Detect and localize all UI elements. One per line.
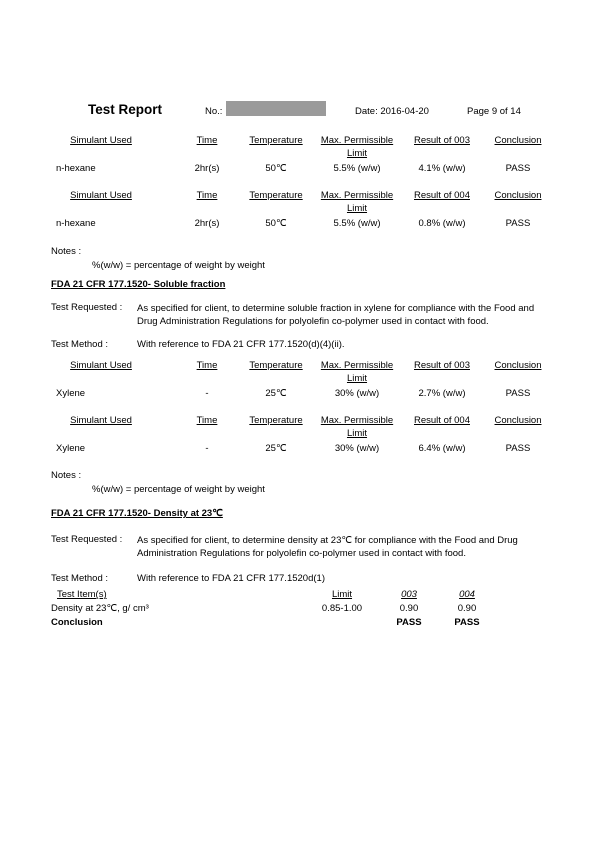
report-title: Test Report — [88, 102, 163, 117]
cell-time: - — [205, 443, 209, 454]
header-simulant: Simulant Used — [70, 190, 132, 201]
header-sample-003: 003 — [401, 589, 417, 600]
cell-result-004: 0.90 — [457, 603, 477, 614]
table-row — [0, 603, 600, 616]
header-conclusion: Conclusion — [494, 360, 542, 371]
cell-conclusion: PASS — [505, 163, 531, 174]
cell-result: 6.4% (w/w) — [418, 443, 466, 454]
header-max-limit-2: Limit — [346, 148, 368, 159]
cell-result: 2.7% (w/w) — [418, 388, 466, 399]
header-test-item: Test Item(s) — [57, 589, 107, 600]
header-conclusion: Conclusion — [494, 415, 542, 426]
conclusion-label: Conclusion — [51, 617, 103, 628]
notes-text: %(w/w) = percentage of weight by weight — [92, 260, 265, 271]
header-time: Time — [196, 190, 218, 201]
cell-temperature: 50℃ — [265, 218, 287, 229]
header-result: Result of 003 — [414, 135, 470, 146]
table-row — [0, 218, 600, 231]
cell-limit: 5.5% (w/w) — [333, 218, 381, 229]
table-header-row — [0, 135, 600, 148]
cell-temperature: 25℃ — [265, 388, 287, 399]
table-header-row-2 — [0, 428, 600, 441]
conclusion-003: PASS — [396, 617, 422, 628]
table-header-row — [0, 415, 600, 428]
notes-label: Notes : — [51, 246, 82, 257]
cell-time: 2hr(s) — [194, 218, 220, 229]
section-heading-density: FDA 21 CFR 177.1520- Density at 23℃ — [51, 508, 223, 519]
test-method-label: Test Method : — [51, 339, 109, 350]
cell-simulant: n-hexane — [56, 218, 96, 229]
header-max-limit: Max. Permissible — [320, 415, 394, 426]
table-row — [0, 443, 600, 456]
table-header-row-2 — [0, 148, 600, 161]
header-max-limit-2: Limit — [346, 203, 368, 214]
test-requested-label: Test Requested : — [51, 302, 123, 313]
cell-result: 4.1% (w/w) — [418, 163, 466, 174]
cell-result: 0.8% (w/w) — [418, 218, 466, 229]
cell-simulant: Xylene — [56, 443, 86, 454]
table-header-row — [0, 360, 600, 373]
table-header-row-2 — [0, 373, 600, 386]
cell-limit: 30% (w/w) — [334, 388, 380, 399]
header-temperature: Temperature — [249, 190, 303, 201]
header-time: Time — [196, 415, 218, 426]
cell-test-item: Density at 23℃, g/ cm³ — [51, 603, 149, 614]
cell-conclusion: PASS — [505, 388, 531, 399]
header-result: Result of 004 — [414, 190, 470, 201]
cell-limit: 5.5% (w/w) — [333, 163, 381, 174]
header-temperature: Temperature — [249, 415, 303, 426]
test-requested-text: As specified for client, to determine soluble fraction in xylene for compliance with the Food and Drug Administration Regulations for polyolefin co-polymer used in contact with food. — [137, 303, 535, 327]
test-method-text: With reference to FDA 21 CFR 177.1520d(1) — [137, 573, 325, 584]
notes-text: %(w/w) = percentage of weight by weight — [92, 484, 265, 495]
test-method-text: With reference to FDA 21 CFR 177.1520(d)(4)(ii). — [137, 339, 345, 350]
header-time: Time — [196, 360, 218, 371]
header-simulant: Simulant Used — [70, 135, 132, 146]
cell-result-003: 0.90 — [399, 603, 419, 614]
header-max-limit-2: Limit — [346, 428, 368, 439]
cell-conclusion: PASS — [505, 218, 531, 229]
header-result: Result of 004 — [414, 415, 470, 426]
header-max-limit: Max. Permissible — [320, 190, 394, 201]
page-number: Page 9 of 14 — [467, 106, 521, 117]
cell-temperature: 50℃ — [265, 163, 287, 174]
cell-simulant: n-hexane — [56, 163, 96, 174]
header-result: Result of 003 — [414, 360, 470, 371]
header-limit: Limit — [331, 589, 353, 600]
report-date: Date: 2016-04-20 — [355, 106, 429, 117]
header-max-limit-2: Limit — [346, 373, 368, 384]
test-requested-text: As specified for client, to determine density at 23℃ for compliance with the Food and Drug Administration Regulations for polyolefin co-polymer used in contact with food. — [137, 535, 518, 559]
cell-limit: 0.85-1.00 — [321, 603, 363, 614]
table-row — [0, 163, 600, 176]
table-row — [0, 617, 600, 630]
cell-time: - — [205, 388, 209, 399]
header-time: Time — [196, 135, 218, 146]
header-conclusion: Conclusion — [494, 190, 542, 201]
table-header-row — [0, 190, 600, 203]
header-temperature: Temperature — [249, 135, 303, 146]
header-max-limit: Max. Permissible — [320, 135, 394, 146]
cell-temperature: 25℃ — [265, 443, 287, 454]
header-simulant: Simulant Used — [70, 415, 132, 426]
header-sample-004: 004 — [459, 589, 475, 600]
header-max-limit: Max. Permissible — [320, 360, 394, 371]
header-temperature: Temperature — [249, 360, 303, 371]
conclusion-004: PASS — [454, 617, 480, 628]
notes-label: Notes : — [51, 470, 82, 481]
header-simulant: Simulant Used — [70, 360, 132, 371]
cell-time: 2hr(s) — [194, 163, 220, 174]
cell-conclusion: PASS — [505, 443, 531, 454]
density-table-header — [0, 589, 600, 602]
redacted-report-number — [226, 101, 326, 116]
cell-limit: 30% (w/w) — [334, 443, 380, 454]
table-row — [0, 388, 600, 401]
test-method-label: Test Method : — [51, 573, 109, 584]
cell-simulant: Xylene — [56, 388, 86, 399]
test-requested-label: Test Requested : — [51, 534, 123, 545]
table-header-row-2 — [0, 203, 600, 216]
section-heading-soluble: FDA 21 CFR 177.1520- Soluble fraction — [51, 279, 226, 290]
header-conclusion: Conclusion — [494, 135, 542, 146]
report-number-label: No.: — [205, 106, 223, 117]
